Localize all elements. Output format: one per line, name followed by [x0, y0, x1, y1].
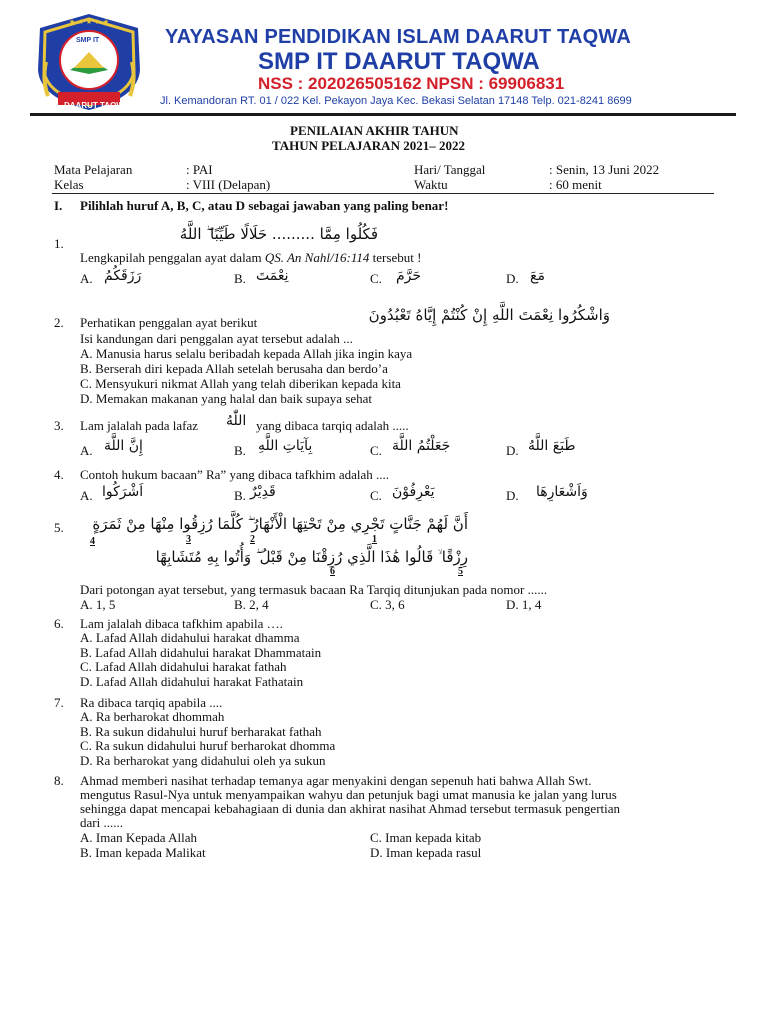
- q6-opt-b[interactable]: B. Lafad Allah didahului harakat Dhammatain: [80, 645, 322, 660]
- q7-opt-b[interactable]: B. Ra sukun didahului huruf berharakat fathah: [80, 724, 322, 739]
- q2-opt-d[interactable]: D. Memakan makanan yang halal dan baik supaya sehat: [80, 391, 373, 406]
- q4-opt-c-label[interactable]: C.: [370, 488, 382, 503]
- class-label: Kelas: [54, 177, 84, 192]
- q8-opt-a[interactable]: A. Iman Kepada Allah: [80, 830, 197, 845]
- q5-number: 5.: [54, 520, 64, 535]
- q2-line2: Isi kandungan dari penggalan ayat tersebut adalah ...: [80, 331, 353, 346]
- q7-opt-d[interactable]: D. Ra berharokat yang didahului oleh ya sukun: [80, 753, 326, 768]
- q7-opt-c[interactable]: C. Ra sukun didahului huruf berharokat dhomma: [80, 738, 336, 753]
- q5-mark-5: 5: [458, 566, 463, 577]
- time-value: : 60 menit: [549, 177, 602, 192]
- q4-number: 4.: [54, 467, 64, 482]
- q7-opt-a[interactable]: A. Ra berharokat dhommah: [80, 709, 225, 724]
- q1-question: [80, 250, 421, 265]
- q1-opt-b[interactable]: نِعْمَتَ: [256, 268, 289, 284]
- exam-title: PENILAIAN AKHIR TAHUN: [290, 123, 459, 138]
- q5-opt-a[interactable]: A. 1, 5: [80, 597, 116, 612]
- section-number: I.: [54, 198, 63, 213]
- q2-opt-a[interactable]: A. Manusia harus selalu beribadah kepada Allah jika ingin kaya: [80, 346, 413, 361]
- logo-top-text: SMP IT: [76, 37, 100, 44]
- q8-line2: mengutus Rasul-Nya untuk menyampaikan wahyu dan petunjuk bagi umat manusia ke jalan yang lurus: [80, 787, 617, 802]
- q1-opt-d[interactable]: مَعَ: [530, 268, 545, 284]
- q1-number: 1.: [54, 236, 64, 251]
- q7-text: Ra dibaca tarqiq apabila ....: [80, 695, 223, 710]
- q3-number: 3.: [54, 418, 64, 433]
- q6-opt-d[interactable]: D. Lafad Allah didahului harakat Fathatain: [80, 674, 304, 689]
- q4-opt-c[interactable]: يَعْرِفُوْنَ: [392, 484, 435, 500]
- q1-opt-a-label[interactable]: A.: [80, 271, 93, 286]
- q3-text-a: Lam jalalah pada lafaz: [80, 418, 199, 433]
- svg-text:★ ★ ★ ★ ★: ★ ★ ★ ★ ★: [68, 18, 110, 26]
- q3-opt-a-label[interactable]: A.: [80, 443, 93, 458]
- q5-opt-d[interactable]: D. 1, 4: [506, 597, 542, 612]
- q5-text: Dari potongan ayat tersebut, yang termasuk bacaan Ra Tarqiq ditunjukan pada nomor ......: [80, 582, 548, 597]
- q1-text-a: Lengkapilah penggalan ayat dalam: [80, 250, 265, 265]
- q5-mark-1: 1: [372, 534, 377, 545]
- q4-opt-b-label[interactable]: B.: [234, 488, 246, 503]
- foundation-name: YAYASAN PENDIDIKAN ISLAM DAARUT TAQWA: [165, 26, 631, 48]
- q5-opt-c[interactable]: C. 3, 6: [370, 597, 405, 612]
- q5-mark-3: 3: [186, 534, 191, 545]
- q3-opt-d-label[interactable]: D.: [506, 443, 519, 458]
- q3-opt-d[interactable]: طَبَعَ اللَّهُ: [528, 438, 576, 454]
- subject-value: : PAI: [186, 162, 213, 177]
- q4-opt-d-label[interactable]: D.: [506, 488, 519, 503]
- q8-number: 8.: [54, 773, 64, 788]
- q4-opt-b[interactable]: قَدِيْرٌ: [250, 484, 276, 500]
- exam-year: TAHUN PELAJARAN 2021– 2022: [272, 138, 465, 153]
- school-address: Jl. Kemandoran RT. 01 / 022 Kel. Pekayon Jaya Kec. Bekasi Selatan 17148 Telp. 021-8241 8699: [160, 95, 632, 107]
- q1-opt-c-label[interactable]: C.: [370, 271, 382, 286]
- school-ids: NSS : 202026505162 NPSN : 69906831: [258, 74, 565, 93]
- q8-opt-d[interactable]: D. Iman kepada rasul: [370, 845, 482, 860]
- section-instruction: Pilihlah huruf A, B, C, atau D sebagai jawaban yang paling benar!: [80, 198, 449, 213]
- q5-opt-b[interactable]: B. 2, 4: [234, 597, 269, 612]
- q5-mark-2: 2: [250, 534, 255, 545]
- q1-ref: QS. An Nahl/16:114: [264, 250, 370, 265]
- q1-ayat: فَكُلُوا مِمَّا ......... حَلَالًا طَيِّبًا ۖ اللَّهُ: [179, 225, 378, 243]
- q3-opt-a[interactable]: إِنَّ اللَّهَ: [104, 438, 143, 454]
- q2-ayat: وَاشْكُرُوا نِعْمَتَ اللَّهِ إِنْ كُنْتُمْ إِيَّاهُ تَعْبُدُونَ: [368, 306, 610, 324]
- q8-opt-c[interactable]: C. Iman kepada kitab: [370, 830, 482, 845]
- subject-label: Mata Pelajaran: [54, 162, 133, 177]
- q6-opt-c[interactable]: C. Lafad Allah didahului harakat fathah: [80, 659, 287, 674]
- q4-opt-d[interactable]: وَاَشْعَارِهَا: [536, 484, 588, 500]
- school-name: SMP IT DAARUT TAQWA: [258, 48, 540, 75]
- q3-opt-c[interactable]: جَعَلْتُمُ اللَّهَ: [392, 438, 451, 454]
- q4-text: Contoh hukum bacaan” Ra” yang dibaca tafkhim adalah ....: [80, 467, 390, 482]
- day-value: : Senin, 13 Juni 2022: [549, 162, 660, 177]
- q2-text: Perhatikan penggalan ayat berikut: [80, 315, 258, 330]
- school-logo: [30, 10, 148, 114]
- q5-mark-6: 6: [330, 566, 335, 577]
- q5-ayat-line2: رِزْقًا ۙ قَالُوا هَٰذَا الَّذِي رُزِقْنَا مِنْ قَبْلُ ۖ وَأُتُوا بِهِ مُتَشَابِهًا: [155, 548, 468, 566]
- q3-opt-c-label[interactable]: C.: [370, 443, 382, 458]
- q2-number: 2.: [54, 315, 64, 330]
- time-label: Waktu: [414, 177, 448, 192]
- q2-opt-c[interactable]: C. Mensyukuri nikmat Allah yang telah diberikan kepada kita: [80, 376, 401, 391]
- q3-opt-b-label[interactable]: B.: [234, 443, 246, 458]
- q8-line4: dari ......: [80, 815, 123, 830]
- q8-line3: sehingga dapat mencapai kebahagiaan di dunia dan akhirat nasihat Ahmad tersebut termasuk pengertian: [80, 801, 621, 816]
- header-divider: [30, 113, 736, 116]
- q2-opt-b[interactable]: B. Berserah diri kepada Allah setelah berusaha dan berdo’a: [80, 361, 388, 376]
- q3-word: اللّٰهُ: [226, 413, 247, 429]
- q1-text-b: tersebut !: [369, 250, 422, 265]
- q4-opt-a[interactable]: اَشْرَكُوا: [102, 484, 144, 500]
- q8-line1: Ahmad memberi nasihat terhadap temanya agar menyakini dengan sepenuh hati bahwa Allah Swt.: [80, 773, 592, 788]
- q1-opt-b-label[interactable]: B.: [234, 271, 246, 286]
- q8-opt-b[interactable]: B. Iman kepada Malikat: [80, 845, 206, 860]
- q5-ayat-line1: أَنَّ لَهُمْ جَنَّاتٍ تَجْرِي مِنْ تَحْتِهَا الْأَنْهَارُ ۖ كُلَّمَا رُزِقُوا مِنْهَا مِنْ ثَمَرَةٍ: [92, 515, 468, 533]
- q5-mark-4: 4: [90, 536, 95, 547]
- q6-opt-a[interactable]: A. Lafad Allah didahului harakat dhamma: [80, 630, 300, 645]
- q3-opt-b[interactable]: بِآيَاتِ اللَّهِ: [258, 438, 313, 454]
- q6-text: Lam jalalah dibaca tafkhim apabila ….: [80, 616, 283, 631]
- day-label: Hari/ Tanggal: [414, 162, 486, 177]
- q4-opt-a-label[interactable]: A.: [80, 488, 93, 503]
- q1-opt-a[interactable]: رَزَقَكُمُ: [104, 268, 142, 284]
- q1-opt-c[interactable]: حَرَّمَ: [396, 268, 422, 284]
- q6-number: 6.: [54, 616, 64, 631]
- logo-ribbon-text: DAARUT TAQWA: [64, 101, 130, 110]
- q7-number: 7.: [54, 695, 64, 710]
- class-value: : VIII (Delapan): [186, 177, 271, 192]
- meta-divider: [52, 193, 714, 194]
- q3-text-b: yang dibaca tarqiq adalah .....: [256, 418, 409, 433]
- q1-opt-d-label[interactable]: D.: [506, 271, 519, 286]
